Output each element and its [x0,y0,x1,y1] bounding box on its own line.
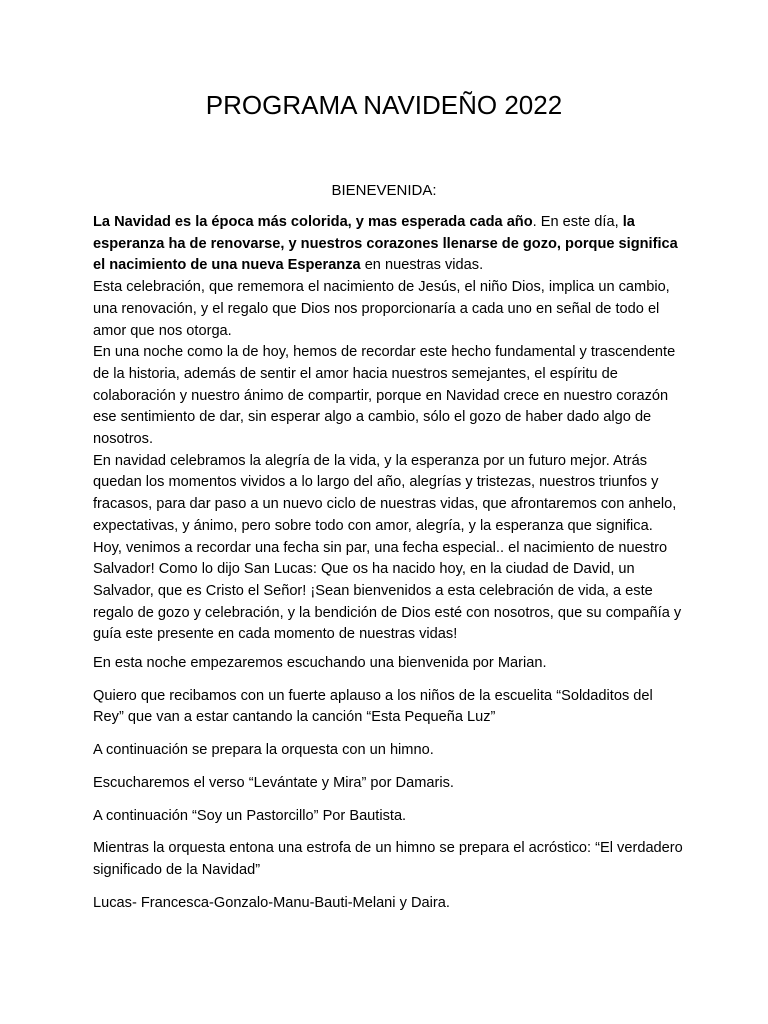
intro-paragraph-2: Esta celebración, que rememora el nacimiento de Jesús, el niño Dios, implica un cambio, una renovación, y el regalo que Dios nos proporcionaría a cada uno en señal de todo el amor que nos otorga. [93,279,670,339]
program-item: A continuación se prepara la orquesta con un himno. [93,742,434,759]
program-list [93,653,683,914]
intro-paragraph-4: En navidad celebramos la alegría de la vida, y la esperanza por un futuro mejor. Atrás quedan los momentos vividos a lo largo del año, alegrías y tristezas, nuestros triunfos y fracasos, para dar paso a un nuevo ciclo de nuestras vidas, que afrontaremos con anhelo, expectativas, y ánimo, pero sobre todo con amor, alegría, y la esperanza que significa. Hoy, venimos a recordar una fecha sin par, una fecha especial.. el nacimiento de nuestro Salvador! Como lo dijo San Lucas: Que os ha nacido hoy, en la ciudad de David, un Salvador, que es Cristo el Señor! ¡Sean bienvenidos a esta celebración de vida, a este regalo de gozo y celebración, y la bendición de Dios esté con nosotros, que su compañía y guía este presente en cada momento de nuestras vidas! [93,452,682,643]
intro-bold-text-b: la esperanza ha de renovarse, y nuestros corazones llenarse de gozo, porque significa el nacimiento de una nueva Esperanza [93,214,678,274]
program-item: A continuación “Soy un Pastorcillo” Por Bautista. [93,807,407,824]
program-item: En esta noche empezaremos escuchando una bienvenida por Marian. [93,655,547,672]
intro-paragraph-3: En una noche como la de hoy, hemos de recordar este hecho fundamental y trascendente de la historia, además de sentir el amor hacia nuestros semejantes, el espíritu de colaboración y nuestro ánimo de compartir, porque en Navidad crece en nuestro corazón ese sentimiento de dar, sin esperar algo a cambio, sólo el gozo de haber dado algo de nosotros. [93,344,676,448]
intro-bold-text-a: La Navidad es la época más colorida, y mas esperada cada año [93,214,533,230]
program-item: Mientras la orquesta entona una estrofa de un himno se prepara el acróstico: “El verdadero significado de la Navidad” [93,840,683,878]
welcome-text [93,212,683,646]
intro-text-b: en nuestras vidas. [360,257,484,274]
program-item: Lucas- Francesca-Gonzalo-Manu-Bauti-Melani y Daira. [93,894,450,911]
program-item: Escucharemos el verso “Levántate y Mira” por Damaris. [93,774,454,791]
document-body [93,212,683,925]
program-item: Quiero que recibamos con un fuerte aplauso a los niños de la escuelita “Soldaditos del Rey” que van a estar cantando la canción “Esta Pequeña Luz” [93,687,653,726]
section-heading: BIENEVENIDA: [331,182,437,199]
document-title: PROGRAMA NAVIDEÑO 2022 [205,90,563,120]
intro-text-a: . En este día, [532,214,623,230]
intro-paragraph-1 [93,212,683,277]
